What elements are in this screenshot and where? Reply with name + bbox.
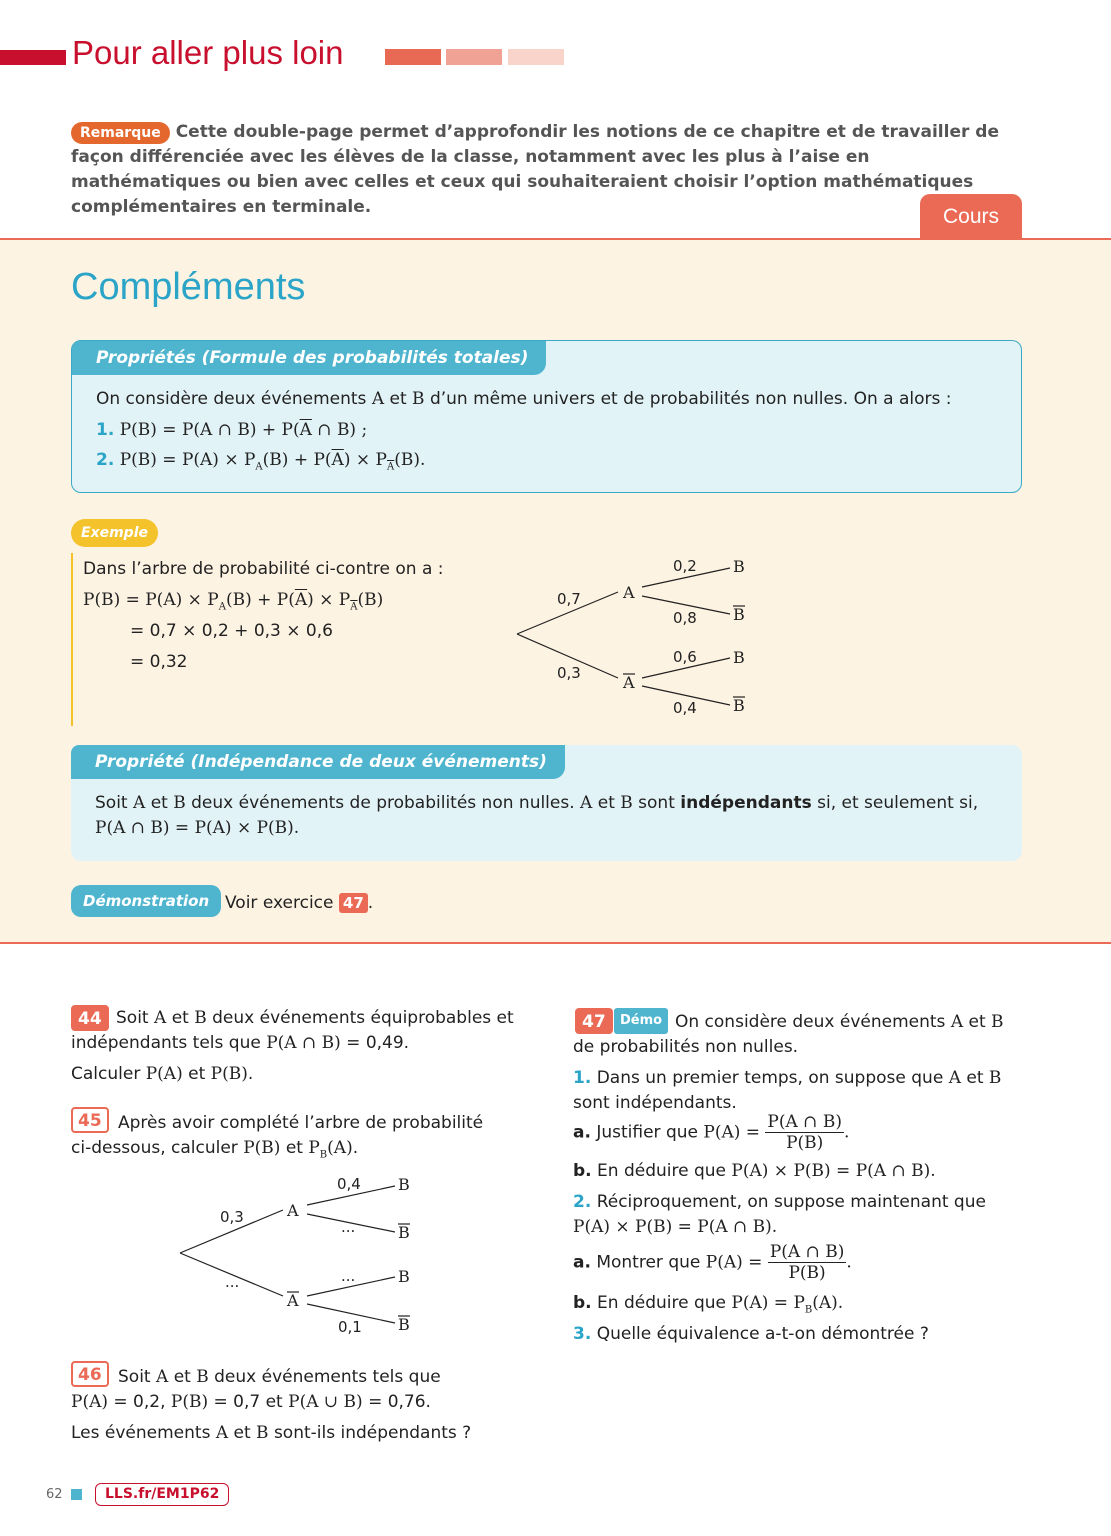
demonstration-exercise-link[interactable]: 47: [339, 893, 368, 913]
tree45-node-a: A: [287, 1201, 299, 1220]
property-independence-box: [71, 745, 1022, 861]
exercise-44-number: 44: [71, 1005, 109, 1031]
exercise-47-number: 47: [575, 1008, 613, 1034]
page-marker: [71, 1489, 82, 1500]
exercise-47-q1b: b. En déduire que P(A) × P(B) = P(A ∩ B).: [573, 1161, 936, 1181]
tree45-node-bbar2: B: [398, 1315, 410, 1334]
exercise-47-demo-tag: Démo: [614, 1008, 668, 1034]
tree-label-pAbar: 0,3: [557, 664, 581, 682]
tree-node-bbar1: B: [733, 605, 745, 624]
exercise-45-probability-tree: [175, 1170, 435, 1340]
exercise-47-q1a: a. Justifier que P(A) = $\frac{P(A \cap B)}{P(B)}$ .: [573, 1112, 850, 1153]
header-block-2: [446, 49, 502, 65]
page-title: Pour aller plus loin: [72, 34, 344, 71]
exercise-45-line-2: ci-dessous, calculer P(B) et $P_B(A)$.: [71, 1138, 359, 1161]
exercise-45-line-1: Après avoir complété l’arbre de probabilité: [118, 1113, 484, 1133]
exercise-46-number: 46: [71, 1361, 109, 1387]
exercise-47-line-2: de probabilités non nulles.: [573, 1037, 799, 1057]
tree-node-abar: A: [623, 673, 635, 692]
tree-label-pB-A: 0,2: [673, 557, 697, 575]
formula-1: 1. P(B) = P(A ∩ $B) + P(\overline{A}$ ∩ B) ;: [96, 420, 368, 440]
exercise-46-line-2: P(A) = 0,2, P(B) = 0,7 et P(A ∪ B) = 0,76.: [71, 1392, 431, 1412]
tree-node-b2: B: [733, 648, 745, 667]
fraction-1: $\frac{P(A \cap B)}{P(B)}$: [767, 1112, 842, 1153]
tree-label-pBbar-Abar: 0,4: [673, 699, 697, 717]
exercise-47-q2-line-1: 2. Réciproquement, on suppose maintenant que: [573, 1192, 986, 1212]
exercise-47-q2-line-2: P(A) × P(B) = P(A ∩ B).: [573, 1217, 778, 1237]
exercise-47-q1-line-2: sont indépendants.: [573, 1093, 737, 1113]
exercise-46-line-3: Les événements A et B sont-ils indépendants ?: [71, 1423, 472, 1443]
footer-link[interactable]: LLS.fr/EM1P62: [95, 1483, 229, 1506]
property-independence-title: Propriété (Indépendance de deux événements): [71, 745, 565, 779]
property-total-probability-title: Propriétés (Formule des probabilités totales): [72, 341, 546, 375]
exemple-line-3: = 0,32: [130, 652, 188, 672]
independence-text: Soit A et B deux événements de probabilités non nulles. A et B sont indépendants si, et seulement si,: [95, 793, 979, 813]
tree45-node-abar: A: [287, 1291, 299, 1310]
tree-node-a: A: [623, 583, 635, 602]
exercise-47-q2b: b. En déduire que $P(A) = P_B(A)$.: [573, 1293, 844, 1316]
tree45-label-pBbar-Abar: 0,1: [338, 1318, 362, 1336]
exemple-line-2: = 0,7 × 0,2 + 0,3 × 0,6: [130, 621, 333, 641]
exercise-47-q2a: a. Montrer que P(A) = $\frac{P(A \cap B)}{P(B)}$ .: [573, 1242, 852, 1283]
tree-label-pB-Abar: 0,6: [673, 648, 697, 666]
complements-title: Compléments: [71, 266, 306, 308]
property-total-probability-box: [71, 340, 1022, 493]
exercise-44-line-2: indépendants tels que P(A ∩ B) = 0,49.: [71, 1033, 410, 1053]
header-block-3: [508, 49, 564, 65]
exemple-intro: Dans l’arbre de probabilité ci-contre on a :: [83, 559, 444, 579]
exercise-46-line-1: Soit A et B deux événements tels que: [118, 1367, 441, 1387]
independence-formula: P(A ∩ B) = P(A) × P(B).: [95, 818, 300, 838]
tree45-node-b2: B: [398, 1267, 410, 1286]
remarque-badge: Remarque: [71, 122, 170, 144]
exercise-44-line-1: Soit A et B deux événements équiprobables et: [116, 1008, 514, 1028]
demonstration-badge: Démonstration: [71, 885, 221, 917]
remarque-paragraph: [71, 120, 1011, 220]
cours-tab[interactable]: Cours: [920, 194, 1022, 239]
tree45-label-pA: 0,3: [220, 1208, 244, 1226]
tree45-node-b1: B: [398, 1175, 410, 1194]
exemple-badge: Exemple: [71, 519, 158, 547]
exercise-45-number: 45: [71, 1107, 109, 1133]
tree45-label-pB-Abar: ...: [341, 1267, 356, 1285]
fraction-2: $\frac{P(A \cap B)}{P(B)}$: [769, 1242, 845, 1283]
tree-label-pBbar-A: 0,8: [673, 609, 697, 627]
exercise-47-q1-line-1: 1. Dans un premier temps, on suppose que A et B: [573, 1068, 1002, 1088]
header-block-1: [385, 49, 441, 65]
remarque-text: Cette double-page permet d’approfondir les notions de ce chapitre et de travailler de façon différenciée avec les élèves de la classe, notamment avec les plus à l’aise en mathématiques ou bien avec celles et ceux qui souhaiteraient choisir l’option mathématiques complémentaires en terminale.: [71, 122, 999, 217]
tree-node-b1: B: [733, 557, 745, 576]
exercise-44-line-3: Calculer P(A) et P(B).: [71, 1064, 254, 1084]
page-number: 62: [46, 1487, 63, 1502]
tree45-node-bbar1: B: [398, 1223, 410, 1242]
header-bar: [0, 50, 66, 65]
demonstration-text: Voir exercice 47 .: [225, 893, 374, 913]
exercise-47-q3: 3. Quelle équivalence a-t-on démontrée ?: [573, 1324, 929, 1344]
tree45-label-pBbar-A: ...: [341, 1218, 356, 1236]
tree45-label-pAbar: ...: [225, 1273, 240, 1291]
tree-label-pA: 0,7: [557, 590, 581, 608]
exemple-rule: [71, 553, 73, 726]
property-intro: On considère deux événements A et B d’un même univers et de probabilités non nulles. On a alors :: [96, 389, 952, 409]
tree45-label-pB-A: 0,4: [337, 1175, 361, 1193]
example-probability-tree: [510, 550, 770, 720]
exercise-47-line-1: On considère deux événements A et B: [675, 1012, 1004, 1032]
formula-2: 2. $P(B) = P(A) \times P_A(B) + P(\overline{A}) \times P_{\overline{A}}(B)$.: [96, 450, 426, 473]
tree-node-bbar2: B: [733, 696, 745, 715]
exemple-formula: $P(B) = P(A) \times P_A(B) + P(\overline{A}) \times P_{\overline{A}}(B)$: [83, 590, 384, 613]
